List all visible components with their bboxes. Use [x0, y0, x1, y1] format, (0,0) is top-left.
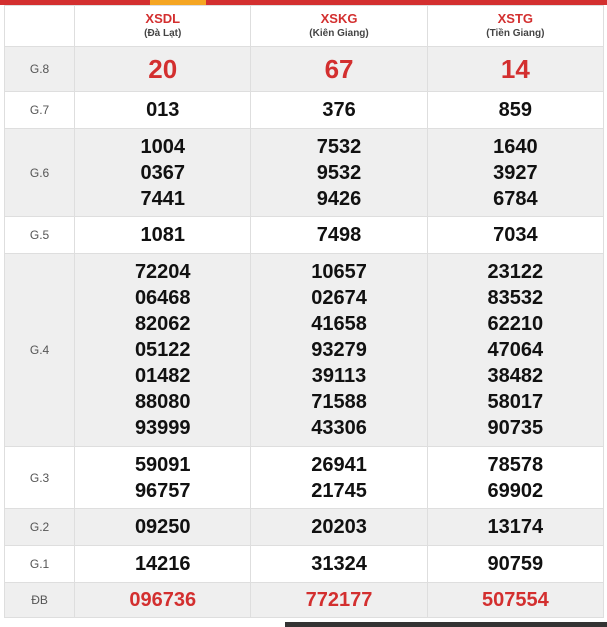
winning-number: 47064 — [487, 339, 544, 361]
winning-number: 1640 — [493, 135, 538, 158]
winning-number: 72204 — [134, 261, 191, 283]
winning-number: 13174 — [487, 516, 544, 538]
prize-cell — [251, 583, 427, 618]
winning-number: 43306 — [311, 417, 367, 439]
prize-cell — [251, 546, 427, 583]
winning-number: 82062 — [134, 313, 191, 335]
winning-number: 859 — [498, 99, 533, 121]
prize-cell — [75, 546, 251, 583]
winning-number: 83532 — [487, 287, 544, 309]
prize-cell — [251, 254, 427, 447]
prize-cell — [75, 47, 251, 92]
winning-number: 1004 — [140, 135, 185, 158]
winning-number: 7498 — [316, 224, 362, 246]
winning-number: 23122 — [487, 261, 544, 283]
prize-cell — [251, 129, 427, 217]
prize-cell — [75, 254, 251, 447]
winning-number: 90735 — [487, 417, 544, 439]
winning-number: 20 — [148, 54, 178, 84]
prize-row — [5, 47, 604, 92]
prize-label: G.7 — [5, 92, 75, 129]
prize-label: G.8 — [5, 47, 75, 92]
winning-number: 1081 — [140, 224, 185, 246]
winning-number: 69902 — [487, 479, 544, 502]
winning-number: 7532 — [316, 135, 362, 158]
bottom-bar — [285, 622, 607, 627]
winning-number: 31324 — [311, 553, 367, 575]
winning-number: 59091 — [134, 453, 191, 476]
province-name: (Đà Lạt) — [144, 28, 182, 39]
province-code[interactable]: XSKG — [320, 11, 358, 26]
winning-number: 14 — [500, 54, 530, 84]
winning-number: 772177 — [305, 589, 373, 611]
province-header-xskg[interactable] — [251, 6, 427, 47]
winning-number: 58017 — [487, 391, 544, 413]
prize-cell — [251, 92, 427, 129]
winning-number: 62210 — [487, 313, 544, 335]
prize-row — [5, 583, 604, 618]
winning-number: 01482 — [134, 365, 191, 387]
winning-number: 10657 — [311, 261, 367, 283]
winning-number: 9426 — [316, 187, 362, 210]
winning-number: 376 — [322, 99, 356, 121]
winning-number: 05122 — [134, 339, 191, 361]
prize-row — [5, 129, 604, 217]
prize-cell — [427, 47, 603, 92]
prize-cell — [427, 217, 603, 254]
prize-cell — [427, 129, 603, 217]
prize-cell — [427, 583, 603, 618]
winning-number: 096736 — [129, 589, 197, 611]
province-header-xsdl[interactable] — [75, 6, 251, 47]
winning-number: 78578 — [487, 453, 544, 476]
prize-rows — [5, 47, 604, 618]
prize-cell — [251, 47, 427, 92]
winning-number: 7441 — [140, 187, 185, 210]
winning-number: 67 — [324, 54, 354, 84]
prize-cell — [427, 546, 603, 583]
winning-number: 93279 — [311, 339, 367, 361]
header-corner-cell — [5, 6, 75, 47]
winning-number: 0367 — [140, 161, 185, 184]
winning-number: 6784 — [493, 187, 538, 210]
winning-number: 88080 — [134, 391, 191, 413]
province-code[interactable]: XSDL — [145, 11, 181, 26]
winning-number: 7034 — [493, 224, 538, 246]
province-code[interactable]: XSTG — [497, 11, 534, 26]
winning-number: 41658 — [311, 313, 367, 335]
winning-number: 21745 — [311, 479, 367, 502]
prize-row — [5, 254, 604, 447]
winning-number: 3927 — [493, 161, 538, 184]
winning-number: 20203 — [311, 516, 367, 538]
winning-number: 02674 — [311, 287, 367, 309]
prize-row — [5, 509, 604, 546]
prize-cell — [427, 254, 603, 447]
winning-number: 09250 — [134, 516, 191, 538]
prize-label: G.3 — [5, 447, 75, 509]
province-name: (Tiền Giang) — [486, 28, 545, 39]
winning-number: 507554 — [481, 589, 549, 611]
prize-label: G.6 — [5, 129, 75, 217]
winning-number: 39113 — [311, 365, 367, 387]
prize-cell — [75, 509, 251, 546]
prize-label: G.1 — [5, 546, 75, 583]
winning-number: 38482 — [487, 365, 544, 387]
prize-label: G.5 — [5, 217, 75, 254]
winning-number: 90759 — [487, 553, 544, 575]
winning-number: 26941 — [311, 453, 367, 476]
prize-row — [5, 447, 604, 509]
prize-label: G.2 — [5, 509, 75, 546]
winning-number: 96757 — [134, 479, 191, 502]
prize-cell — [251, 447, 427, 509]
winning-number: 013 — [146, 99, 180, 121]
prize-cell — [75, 129, 251, 217]
prize-cell — [251, 509, 427, 546]
lottery-results-table — [4, 5, 604, 618]
prize-label: ĐB — [5, 583, 75, 618]
prize-cell — [75, 583, 251, 618]
prize-cell — [427, 92, 603, 129]
prize-row — [5, 546, 604, 583]
prize-row — [5, 217, 604, 254]
prize-cell — [251, 217, 427, 254]
province-header-xstg[interactable] — [427, 6, 603, 47]
winning-number: 93999 — [134, 417, 191, 439]
prize-row — [5, 92, 604, 129]
prize-cell — [75, 217, 251, 254]
winning-number: 06468 — [134, 287, 191, 309]
winning-number: 14216 — [134, 553, 191, 575]
prize-cell — [427, 447, 603, 509]
prize-cell — [75, 447, 251, 509]
prize-cell — [427, 509, 603, 546]
province-name: (Kiên Giang) — [309, 28, 369, 39]
header-row — [5, 6, 604, 47]
winning-number: 9532 — [316, 161, 362, 184]
prize-label: G.4 — [5, 254, 75, 447]
prize-cell — [75, 92, 251, 129]
winning-number: 71588 — [311, 391, 367, 413]
